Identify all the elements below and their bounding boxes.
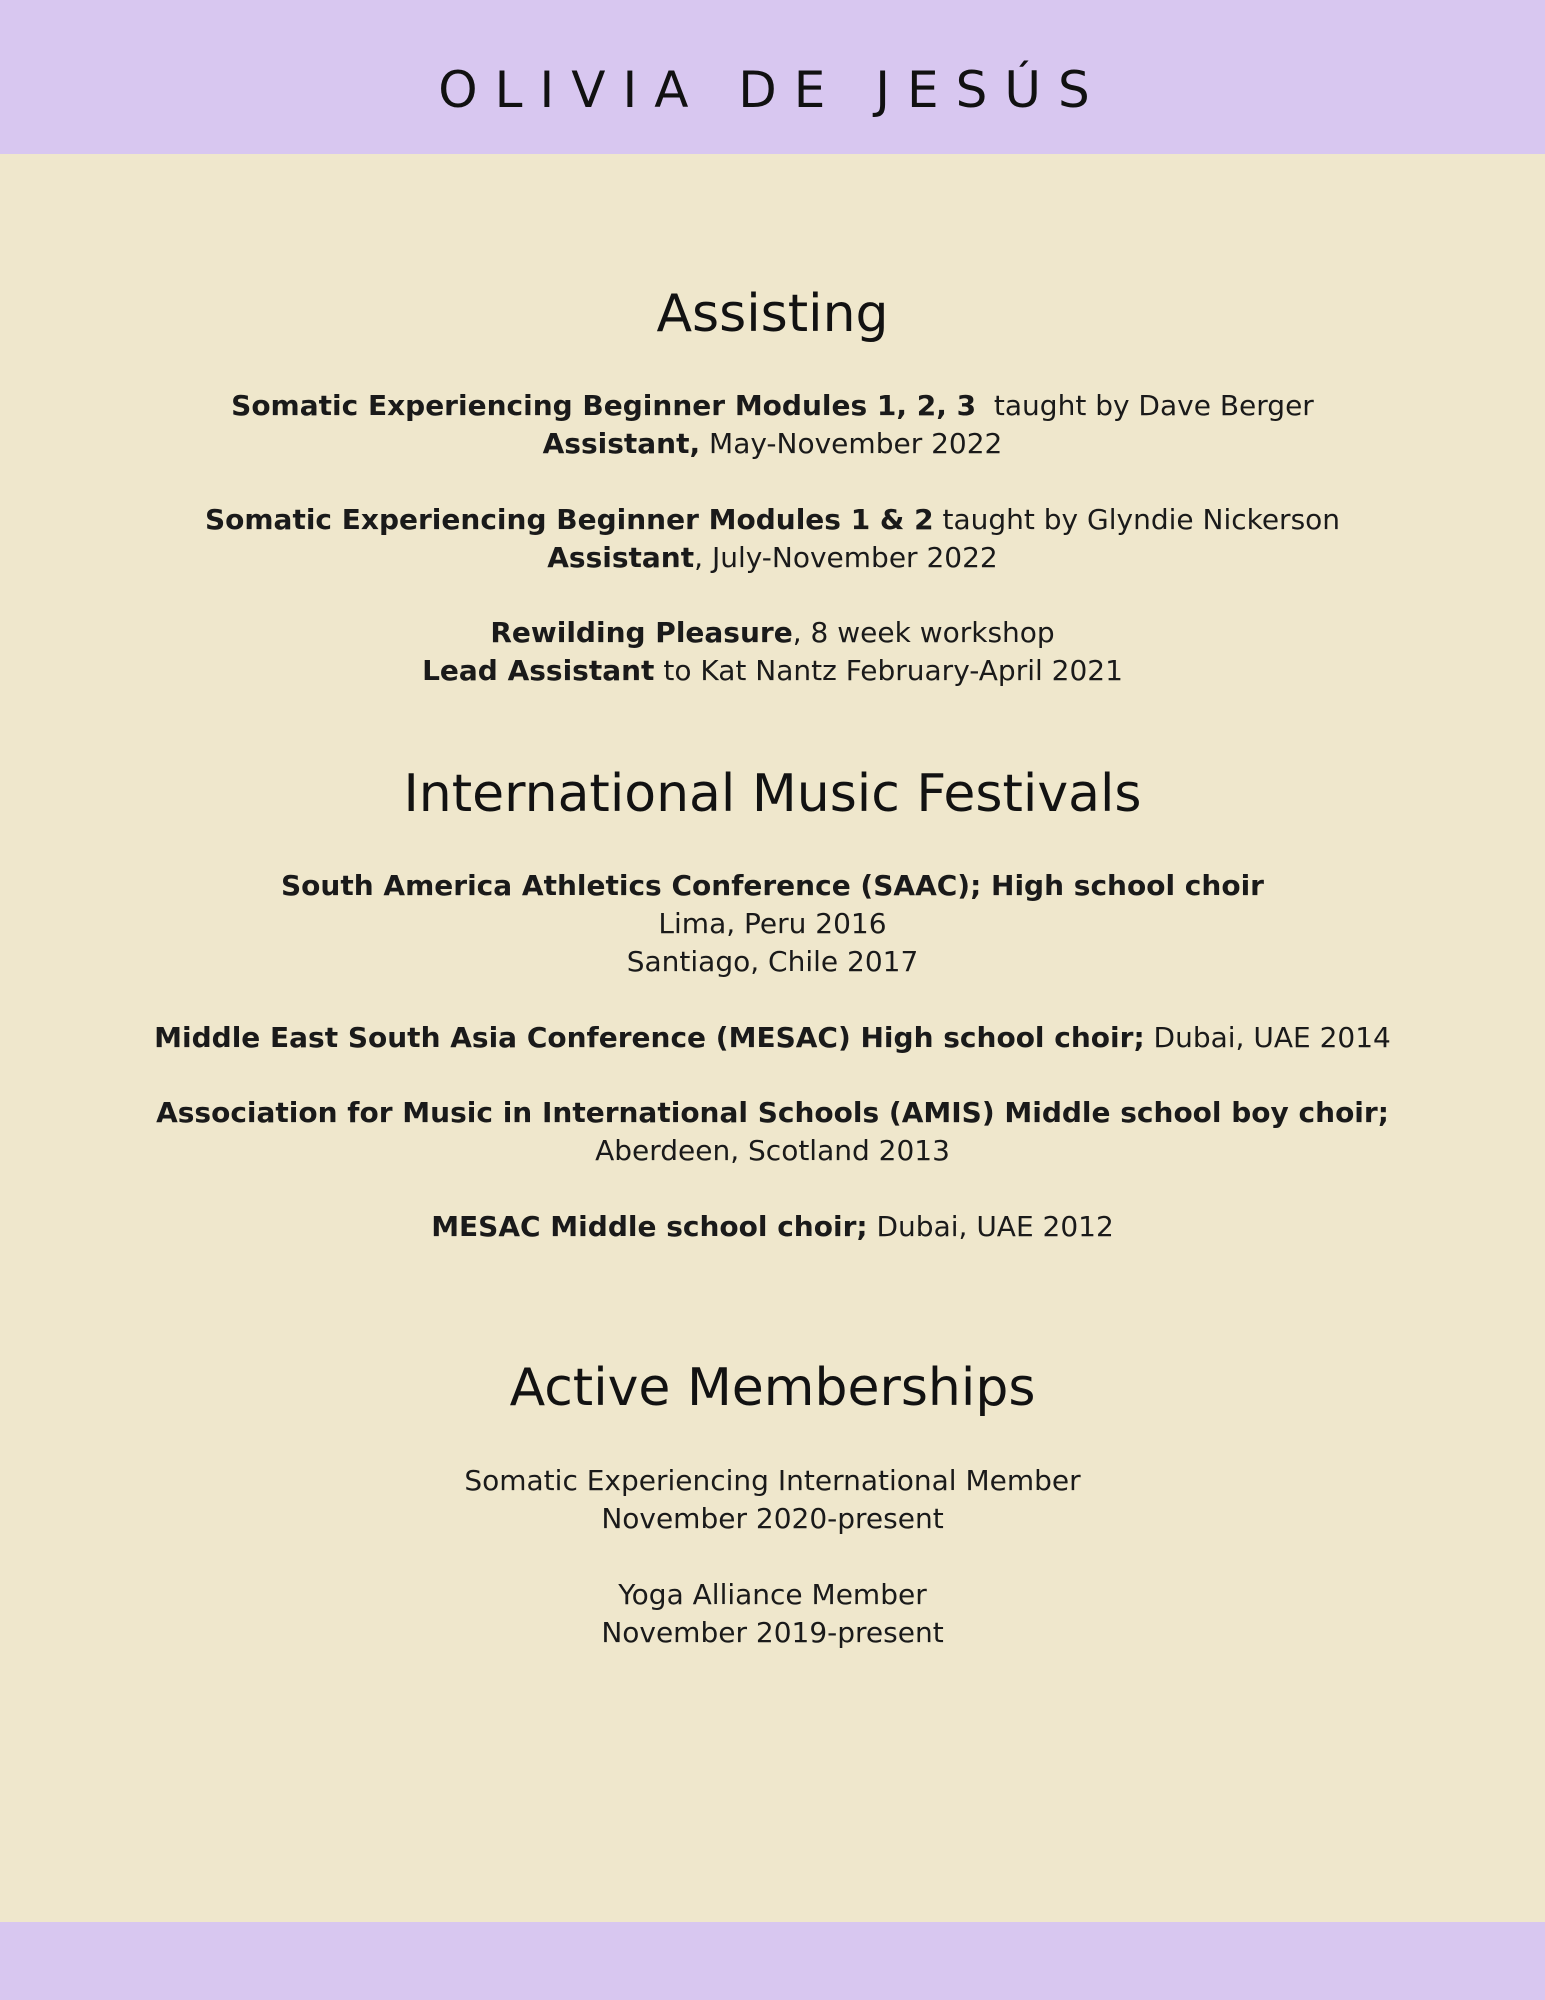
assisting-entry-3-line-1 xyxy=(0,614,1545,652)
assisting-entry-2-line-1 xyxy=(0,501,1545,539)
festival-mesac-ms-location: Dubai, UAE 2012 xyxy=(867,1210,1114,1243)
assisting-entry-2-teacher: taught by Glyndie Nickerson xyxy=(933,503,1341,536)
assisting-entry-3-dates: to Kat Nantz February-April 2021 xyxy=(654,654,1123,687)
membership-2-name: Yoga Alliance Member xyxy=(618,1578,927,1611)
festival-amis-location: Aberdeen, Scotland 2013 xyxy=(595,1134,950,1167)
festival-saac-location-2: Santiago, Chile 2017 xyxy=(626,945,919,978)
assisting-entry-1-role: Assistant, xyxy=(542,427,701,460)
assisting-entry-1-line-1 xyxy=(0,387,1545,425)
membership-1-name: Somatic Experiencing International Member xyxy=(464,1464,1081,1497)
footer-band xyxy=(0,1922,1545,2000)
festival-mesac-hs-location: Dubai, UAE 2014 xyxy=(1144,1021,1391,1054)
assisting-entry-1-course: Somatic Experiencing Beginner Modules 1, 2, 3 xyxy=(231,389,977,422)
assisting-entry-2-role: Assistant xyxy=(547,541,695,574)
assisting-entry-2-line-2 xyxy=(0,539,1545,577)
assisting-entry-2-course: Somatic Experiencing Beginner Modules 1 & 2 xyxy=(204,503,934,536)
assisting-entry-1-line-2 xyxy=(0,425,1545,463)
festival-mesac-high-school xyxy=(0,1019,1545,1057)
assisting-entry-1-teacher: taught by Dave Berger xyxy=(976,389,1314,422)
assisting-entry-3-role: Lead Assistant xyxy=(422,654,655,687)
membership-1-dates: November 2020-present xyxy=(601,1502,944,1535)
section-title-festivals: International Music Festivals xyxy=(403,764,1142,824)
festival-saac-title: South America Athletics Conference (SAAC); High school choir xyxy=(281,869,1264,902)
festival-mesac-hs-title: Middle East South Asia Conference (MESAC) High school choir; xyxy=(154,1021,1145,1054)
section-title-memberships: Active Memberships xyxy=(509,1358,1036,1418)
membership-2-dates: November 2019-present xyxy=(601,1616,944,1649)
person-name: OLIVIA DE JESÚS xyxy=(438,61,1107,119)
festival-amis-title: Association for Music in International Schools (AMIS) Middle school boy choir; xyxy=(156,1096,1389,1129)
assisting-entry-3-detail: , 8 week workshop xyxy=(792,616,1055,649)
assisting-entry-3-line-2 xyxy=(0,652,1545,690)
assisting-entry-2-dates: , July-November 2022 xyxy=(694,541,998,574)
section-title-assisting: Assisting xyxy=(656,284,889,344)
assisting-entry-1-dates: May-November 2022 xyxy=(700,427,1003,460)
assisting-entry-3-course: Rewilding Pleasure xyxy=(490,616,793,649)
festival-mesac-middle-school xyxy=(0,1208,1545,1246)
festival-saac-location-1: Lima, Peru 2016 xyxy=(658,907,887,940)
festival-mesac-ms-title: MESAC Middle school choir; xyxy=(431,1210,868,1243)
